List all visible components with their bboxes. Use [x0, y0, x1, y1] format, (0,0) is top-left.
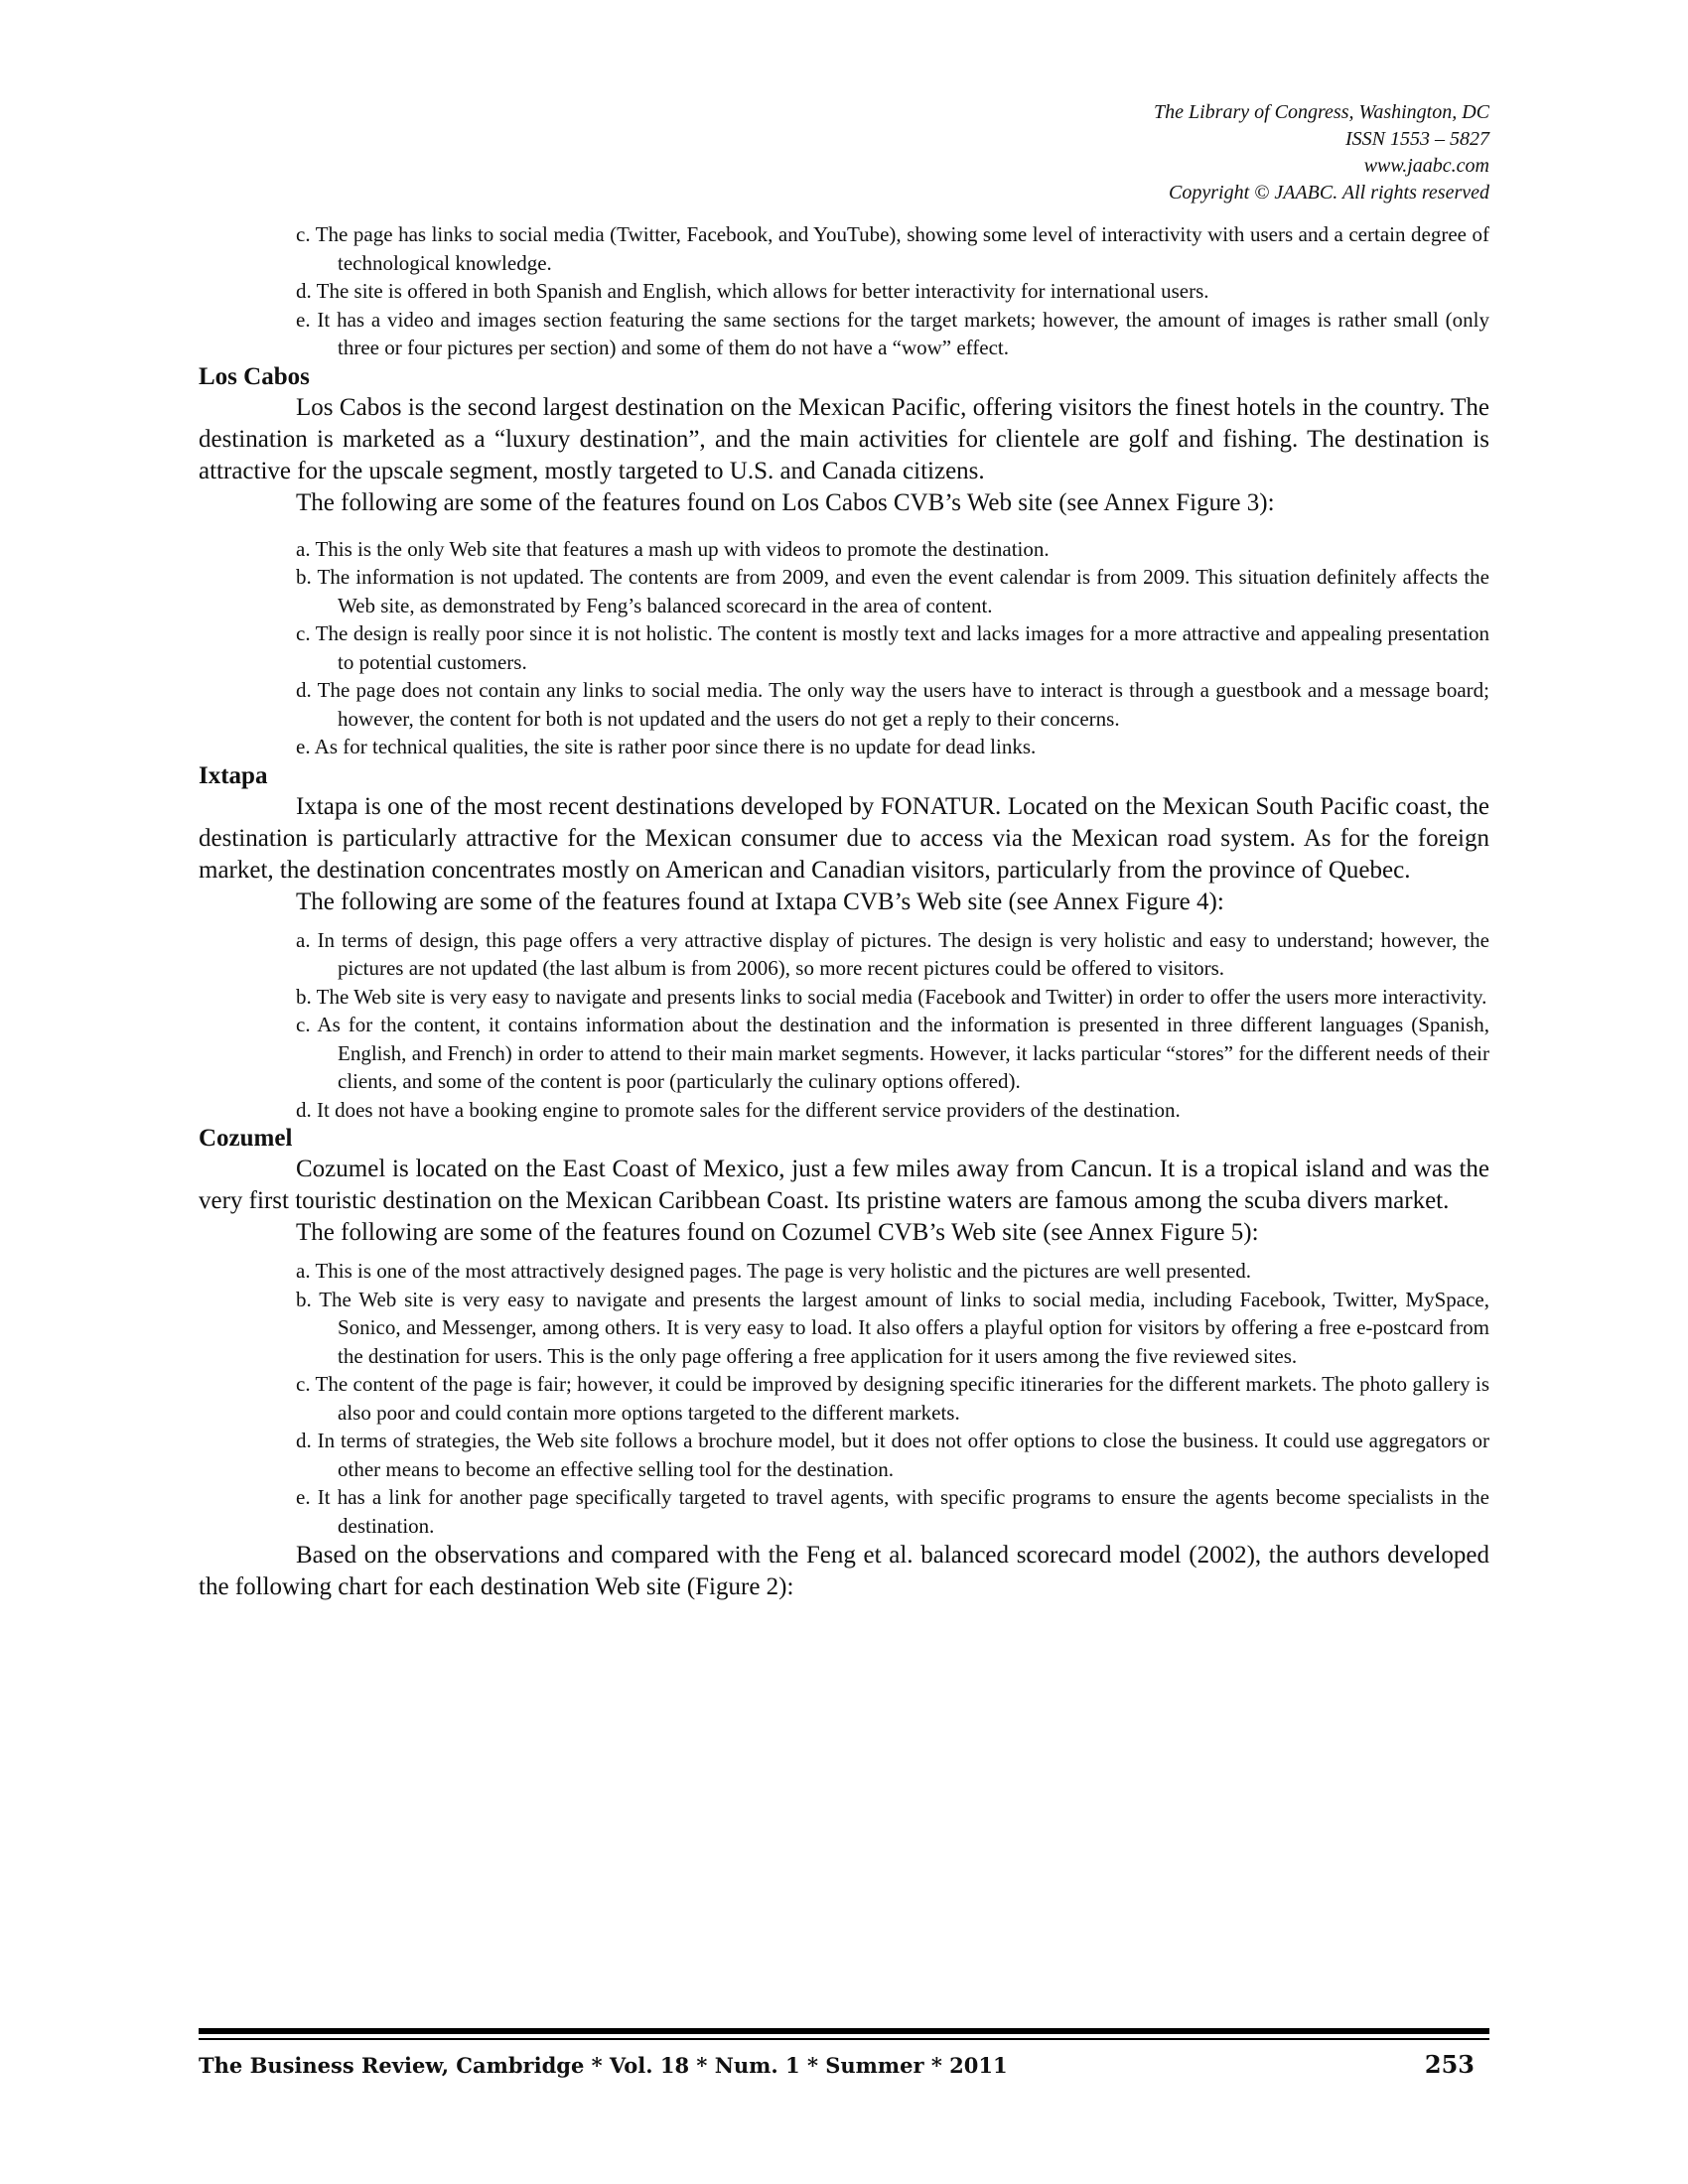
footer-rule-thin — [199, 2038, 1489, 2040]
top-feature-list — [296, 220, 1489, 362]
article-body — [199, 220, 1489, 1603]
closing-paragraph: Based on the observations and compared with the Feng et al. balanced scorecard model (2002), the authors developed the following chart for each destination Web site (Figure 2): — [199, 1542, 1489, 1600]
footer-journal-citation: The Business Review, Cambridge * Vol. 18 * Num. 1 * Summer * 2011 — [199, 2053, 1008, 2078]
list-item: b. The Web site is very easy to navigate and presents the largest amount of links to social media, including Facebook, Twitter, MySpace, Sonico, and Messenger, among others. It is very easy to load. It also offers a playful option for visitors by offering a free e-postcard from the destination for users. This is the only page offering a free application for it users among the five reviewed sites. — [296, 1287, 1489, 1368]
page-number: 253 — [1424, 2050, 1475, 2079]
list-item: c. As for the content, it contains information about the destination and the information is presented in three different languages (Spanish, English, and French) in order to attend to their main market segments. However, it lacks particular “stores” for the different needs of their clients, and some of the content is poor (particularly the culinary options offered). — [296, 1013, 1489, 1093]
list-item: d. The site is offered in both Spanish and English, which allows for better interactivity for international users. — [296, 279, 1209, 303]
ixtapa-feature-list — [296, 926, 1489, 1125]
list-item: e. As for technical qualities, the site is rather poor since there is no update for dead links. — [296, 735, 1037, 758]
list-item: b. The Web site is very easy to navigate and presents links to social media (Facebook and Twitter) in order to offer the users more interactivity. — [296, 984, 1487, 1009]
list-item: c. The page has links to social media (Twitter, Facebook, and YouTube), showing some level of interactivity with users and a certain degree of technological knowledge. — [296, 222, 1489, 275]
list-item: d. It does not have a booking engine to promote sales for the different service providers of the destination. — [296, 1097, 1181, 1122]
footer-rule — [199, 2028, 1489, 2034]
list-item: a. In terms of design, this page offers a very attractive display of pictures. The design is very holistic and easy to understand; however, the pictures are not updated (the last album is from 2006), so more recent pictures could be offered to visitors. — [296, 927, 1489, 980]
cozumel-feature-list — [296, 1257, 1489, 1540]
journal-header — [1154, 99, 1489, 206]
section-heading-ixtapa: Ixtapa — [199, 761, 268, 789]
paragraph: Ixtapa is one of the most recent destinations developed by FONATUR. Located on the Mexican South Pacific coast, the destination is particularly attractive for the Mexican consumer due to access via the Mexican road system. As for the foreign market, the destination concentrates mostly on American and Canadian visitors, particularly from the province of Quebec. — [199, 792, 1489, 884]
paragraph: Los Cabos is the second largest destination on the Mexican Pacific, offering visitors the finest hotels in the country. The destination is marketed as a “luxury destination”, and the main activities for clientele are golf and fishing. The destination is attractive for the upscale segment, mostly targeted to U.S. and Canada citizens. — [199, 393, 1489, 484]
header-website: www.jaabc.com — [1363, 155, 1489, 177]
los-cabos-feature-list — [296, 535, 1489, 761]
header-issn: ISSN 1553 – 5827 — [1345, 128, 1489, 150]
list-item: c. The design is really poor since it is not holistic. The content is mostly text and lacks images for a more attractive and appealing presentation to potential customers. — [296, 621, 1489, 674]
list-item: c. The content of the page is fair; however, it could be improved by designing specific itineraries for the different markets. The photo gallery is also poor and could contain more options targeted to the different markets. — [296, 1372, 1489, 1425]
list-item: d. In terms of strategies, the Web site follows a brochure model, but it does not offer options to close the business. It could use aggregators or other means to become an effective selling tool for the destination. — [296, 1429, 1489, 1481]
section-heading-cozumel: Cozumel — [199, 1125, 293, 1152]
paragraph: Cozumel is located on the East Coast of Mexico, just a few miles away from Cancun. It is a tropical island and was the very first touristic destination on the Mexican Caribbean Coast. Its pristine waters are famous among the scuba divers market. — [199, 1156, 1489, 1214]
header-library: The Library of Congress, Washington, DC — [1153, 101, 1489, 123]
header-copyright: Copyright © JAABC. All rights reserved — [1169, 182, 1489, 204]
paragraph: The following are some of the features found on Los Cabos CVB’s Web site (see Annex Figure 3): — [296, 488, 1275, 516]
list-item: a. This is the only Web site that features a mash up with videos to promote the destination. — [296, 536, 1050, 561]
paragraph: The following are some of the features found on Cozumel CVB’s Web site (see Annex Figure 5): — [296, 1219, 1259, 1246]
list-item: e. It has a video and images section featuring the same sections for the target markets; however, the amount of images is rather small (only three or four pictures per section) and some of them do not have a “wow” effect. — [296, 307, 1489, 359]
section-heading-los-cabos: Los Cabos — [199, 362, 310, 390]
list-item: d. The page does not contain any links to social media. The only way the users have to interact is through a guestbook and a message board; however, the content for both is not updated and the users do not get a reply to their concerns. — [296, 678, 1489, 731]
list-item: e. It has a link for another page specifically targeted to travel agents, with specific programs to ensure the agents become specialists in the destination. — [296, 1485, 1489, 1538]
list-item: b. The information is not updated. The contents are from 2009, and even the event calendar is from 2009. This situation definitely affects the Web site, as demonstrated by Feng’s balanced scorecard in the area of content. — [296, 565, 1489, 617]
paragraph: The following are some of the features found at Ixtapa CVB’s Web site (see Annex Figure 4): — [296, 887, 1224, 915]
list-item: a. This is one of the most attractively designed pages. The page is very holistic and the pictures are well presented. — [296, 1259, 1252, 1283]
